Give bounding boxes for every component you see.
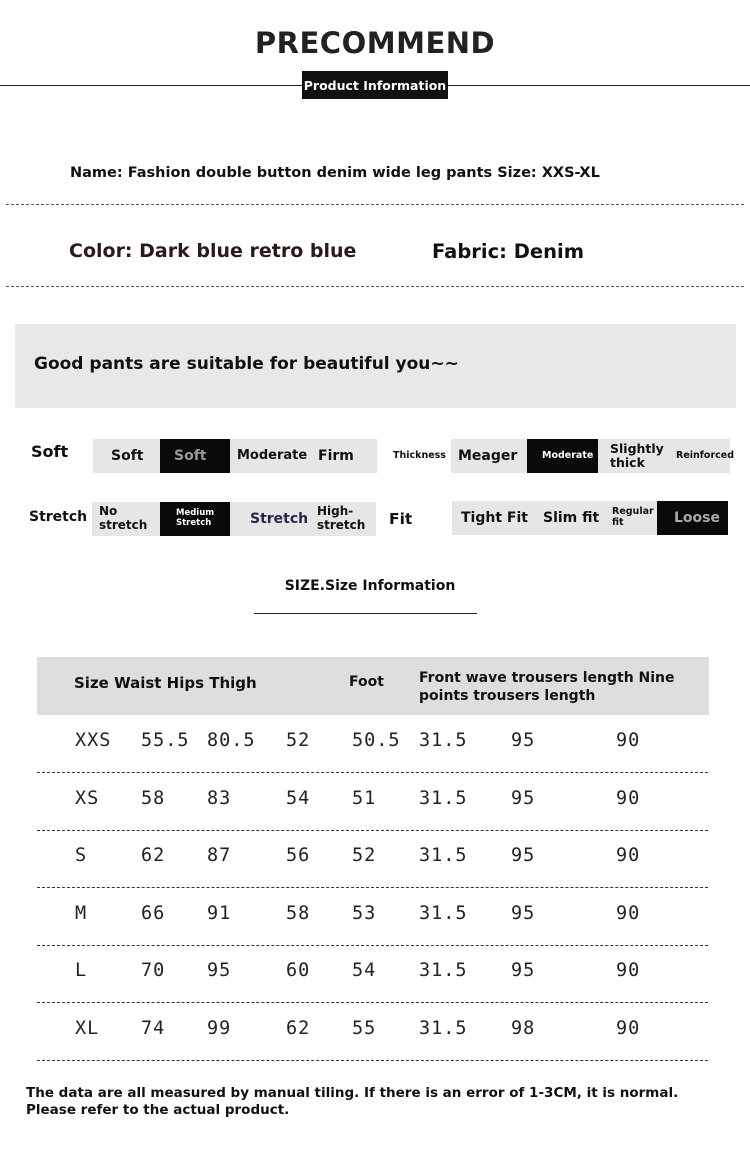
product-information-badge: Product Information	[302, 71, 448, 99]
thickness-option: Reinforced	[676, 449, 734, 461]
cell-thigh: 52	[286, 730, 311, 751]
row-divider	[37, 1002, 708, 1003]
cell-hips: 83	[207, 787, 232, 809]
cell-front-wave: 31.5	[419, 787, 468, 809]
cell-thigh: 54	[286, 787, 311, 809]
cell-front-wave: 31.5	[419, 960, 468, 981]
cell-nine-points: 90	[616, 845, 641, 866]
cell-size: L	[75, 960, 88, 981]
cell-size: XS	[75, 787, 100, 809]
cell-nine-points: 90	[616, 1017, 641, 1039]
cell-foot: 53	[352, 902, 377, 924]
header-trousers-length: Front wave trousers length Nine points trousers length	[419, 670, 675, 704]
cell-thigh: 62	[286, 1017, 311, 1039]
thickness-label: Thickness	[393, 450, 446, 461]
stretch-scale	[92, 502, 376, 536]
product-color: Color: Dark blue retro blue	[69, 240, 357, 262]
page-title: PRECOMMEND	[254, 26, 496, 60]
softness-option: Moderate	[237, 447, 308, 463]
fit-scale	[452, 501, 728, 535]
cell-waist: 74	[141, 1017, 166, 1039]
product-fabric: Fabric: Denim	[432, 240, 585, 263]
cell-thigh: 60	[286, 960, 311, 981]
stretch-option: No stretch	[99, 504, 148, 532]
row-divider	[37, 945, 708, 946]
cell-size: XL	[75, 1017, 100, 1039]
cell-hips: 91	[207, 902, 232, 924]
row-divider	[37, 887, 708, 888]
cell-thigh: 58	[286, 902, 311, 924]
thickness-scale	[451, 439, 734, 473]
cell-length: 98	[511, 1017, 536, 1039]
cell-thigh: 56	[286, 845, 311, 866]
stretch-option: High-stretch	[317, 504, 366, 532]
cell-foot: 55	[352, 1017, 377, 1039]
cell-hips: 87	[207, 845, 232, 866]
divider	[6, 286, 744, 287]
product-name: Name: Fashion double button denim wide leg pants Size: XXS-XL	[70, 165, 600, 181]
softness-option-selected: Soft	[160, 439, 230, 473]
divider	[6, 204, 744, 205]
size-section-title: SIZE.Size Information	[284, 578, 456, 594]
thickness-option: Meager	[458, 447, 518, 464]
thickness-option: Slightly thick	[610, 440, 664, 470]
softness-scale	[93, 439, 377, 473]
cell-waist: 70	[141, 960, 166, 981]
cell-waist: 58	[141, 787, 166, 809]
header-foot: Foot	[349, 674, 384, 690]
stretch-option-selected: Medium Stretch	[160, 502, 230, 536]
cell-nine-points: 90	[616, 730, 641, 751]
fit-option: Regular fit	[612, 506, 654, 528]
row-divider	[37, 830, 708, 831]
row-divider	[37, 1060, 708, 1061]
cell-front-wave: 31.5	[419, 730, 468, 751]
cell-hips: 80.5	[207, 730, 256, 751]
cell-foot: 50.5	[352, 730, 401, 751]
cell-front-wave: 31.5	[419, 1017, 468, 1039]
header-size-waist-hips-thigh: Size Waist Hips Thigh	[74, 674, 257, 692]
cell-hips: 99	[207, 1017, 232, 1039]
size-title-underline	[254, 613, 477, 614]
fit-option: Tight Fit	[461, 509, 528, 526]
fit-option-selected: Loose	[657, 501, 728, 535]
slogan-text: Good pants are suitable for beautiful you~~	[34, 354, 459, 374]
cell-nine-points: 90	[616, 787, 641, 809]
cell-foot: 51	[352, 787, 377, 809]
softness-option: Firm	[318, 447, 354, 464]
cell-nine-points: 90	[616, 960, 641, 981]
softness-label: Soft	[31, 442, 69, 461]
cell-hips: 95	[207, 960, 232, 981]
fit-label: Fit	[389, 510, 413, 528]
cell-size: M	[75, 902, 88, 924]
cell-length: 95	[511, 845, 536, 866]
cell-size: S	[75, 845, 88, 866]
cell-waist: 66	[141, 902, 166, 924]
cell-length: 95	[511, 902, 536, 924]
cell-foot: 52	[352, 845, 377, 866]
row-divider	[37, 772, 708, 773]
cell-front-wave: 31.5	[419, 845, 468, 866]
thickness-option-selected: Moderate	[527, 439, 598, 473]
stretch-label: Stretch	[29, 509, 88, 525]
cell-length: 95	[511, 730, 536, 751]
cell-waist: 55.5	[141, 730, 190, 751]
footnote: The data are all measured by manual tiling. If there is an error of 1-3CM, it is normal. Please refer to the actual product.	[26, 1085, 679, 1118]
softness-option: Soft	[111, 447, 144, 464]
cell-front-wave: 31.5	[419, 902, 468, 924]
cell-nine-points: 90	[616, 902, 641, 924]
cell-length: 95	[511, 960, 536, 981]
cell-foot: 54	[352, 960, 377, 981]
cell-length: 95	[511, 787, 536, 809]
cell-waist: 62	[141, 845, 166, 866]
stretch-option: Stretch	[250, 510, 309, 527]
fit-option: Slim fit	[543, 509, 600, 526]
cell-size: XXS	[75, 730, 112, 751]
